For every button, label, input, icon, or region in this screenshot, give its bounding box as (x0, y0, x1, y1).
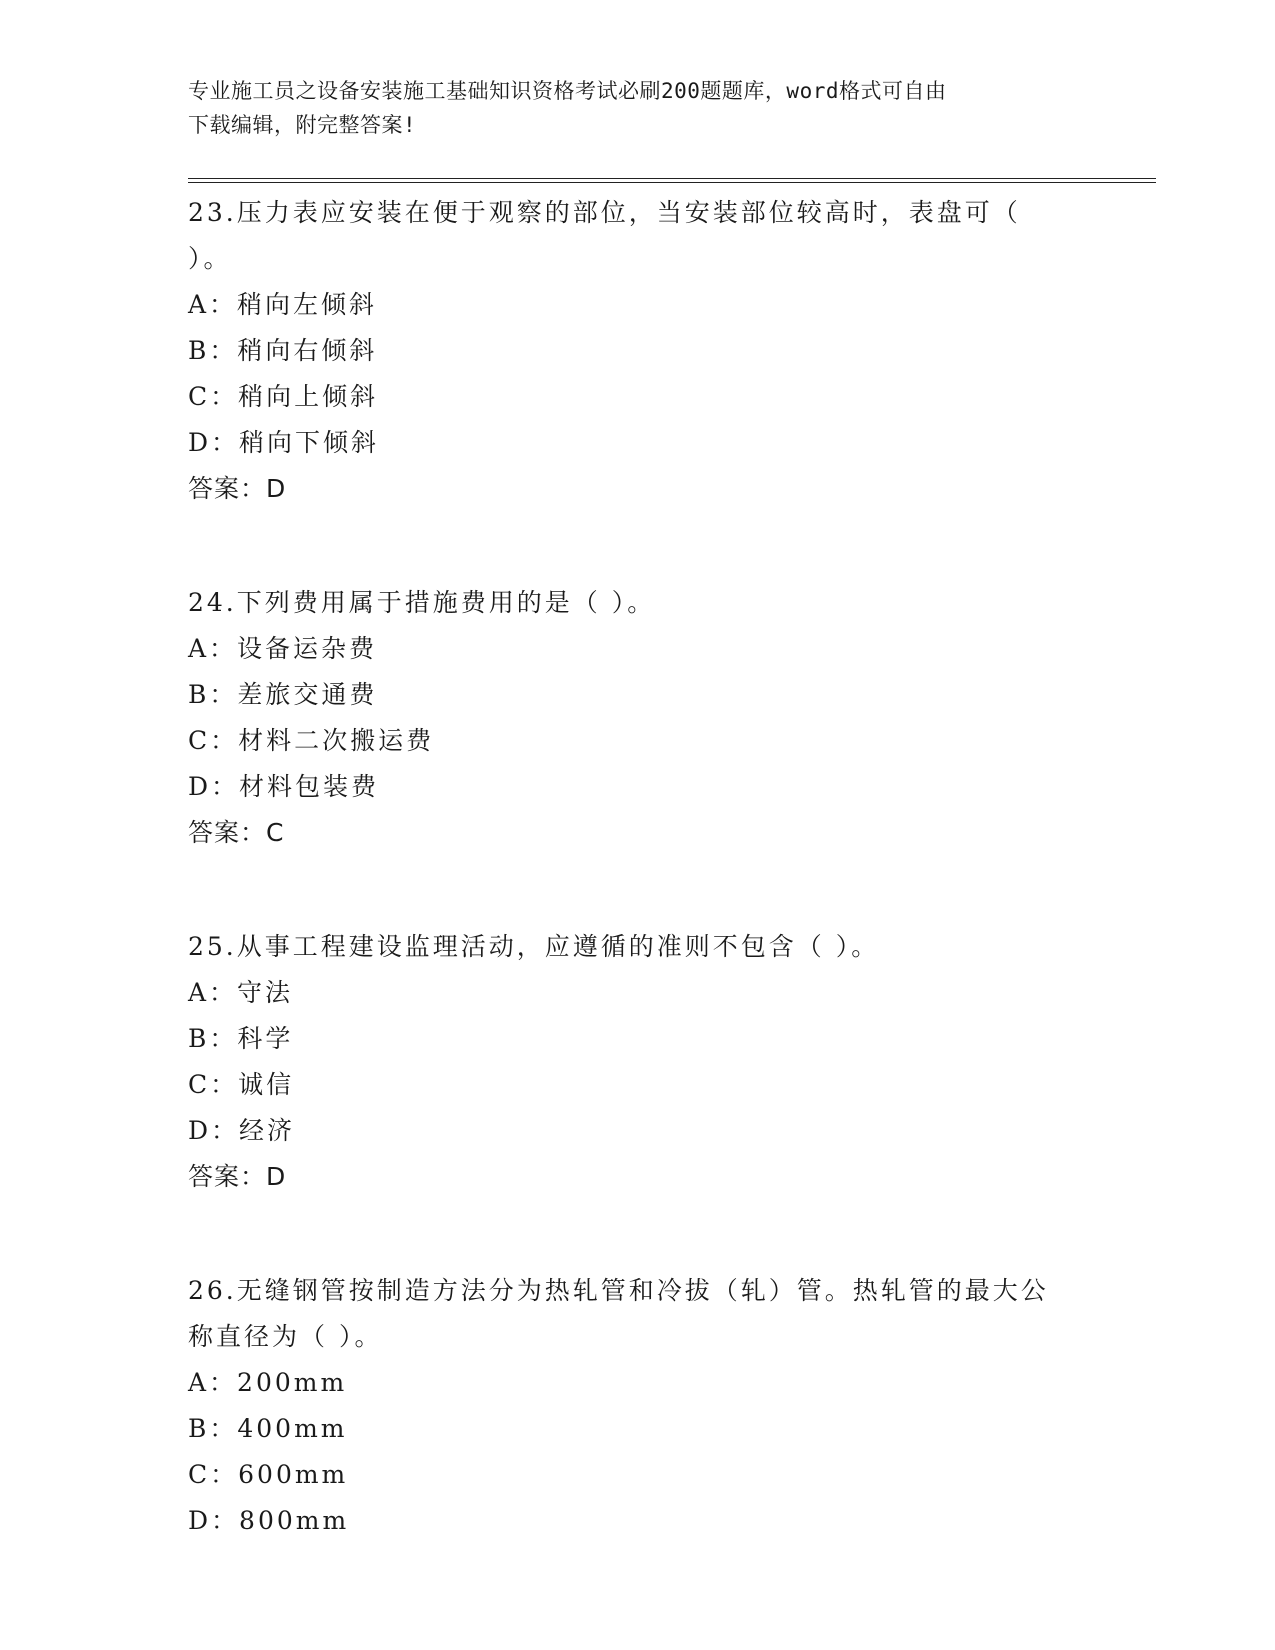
question-24 (188, 580, 1088, 856)
option-c: C：稍向上倾斜 (188, 382, 379, 411)
question-25 (188, 924, 1088, 1200)
question-list (188, 190, 1088, 1544)
option-d: D：稍向下倾斜 (188, 428, 380, 457)
option-c: C：诚信 (188, 1070, 295, 1099)
option-d: D：经济 (188, 1116, 296, 1145)
option-a: A：稍向左倾斜 (188, 290, 378, 319)
option-b: B：科学 (188, 1024, 294, 1053)
header-line-2: 下载编辑，附完整答案! (188, 113, 417, 137)
question-stem: 23.压力表应安装在便于观察的部位，当安装部位较高时，表盘可（ (188, 198, 1021, 227)
header-line-1: 专业施工员之设备安装施工基础知识资格考试必刷200题题库，word格式可自由 (188, 79, 947, 103)
option-a: A：守法 (188, 978, 294, 1007)
question-23 (188, 190, 1088, 512)
document-header (188, 74, 1068, 142)
option-a: A：设备运杂费 (188, 634, 378, 663)
header-divider (188, 178, 1156, 183)
answer: 答案：D (188, 474, 287, 503)
option-d: D：800mm (188, 1506, 350, 1535)
answer: 答案：D (188, 1162, 287, 1191)
option-b: B：400mm (188, 1414, 348, 1443)
option-a: A：200mm (188, 1368, 348, 1397)
option-c: C：600mm (188, 1460, 349, 1489)
option-d: D：材料包装费 (188, 772, 380, 801)
option-c: C：材料二次搬运费 (188, 726, 435, 755)
question-stem: 25.从事工程建设监理活动，应遵循的准则不包含（ ）。 (188, 932, 880, 961)
question-26 (188, 1268, 1088, 1544)
option-b: B：差旅交通费 (188, 680, 378, 709)
option-b: B：稍向右倾斜 (188, 336, 378, 365)
question-stem-continued: 称直径为（ ）。 (188, 1322, 383, 1351)
question-stem: 24.下列费用属于措施费用的是（ ）。 (188, 588, 656, 617)
answer: 答案：C (188, 818, 285, 847)
question-stem: 26.无缝钢管按制造方法分为热轧管和冷拔（轧）管。热轧管的最大公 (188, 1276, 1049, 1305)
question-stem-continued: ）。 (188, 244, 232, 273)
